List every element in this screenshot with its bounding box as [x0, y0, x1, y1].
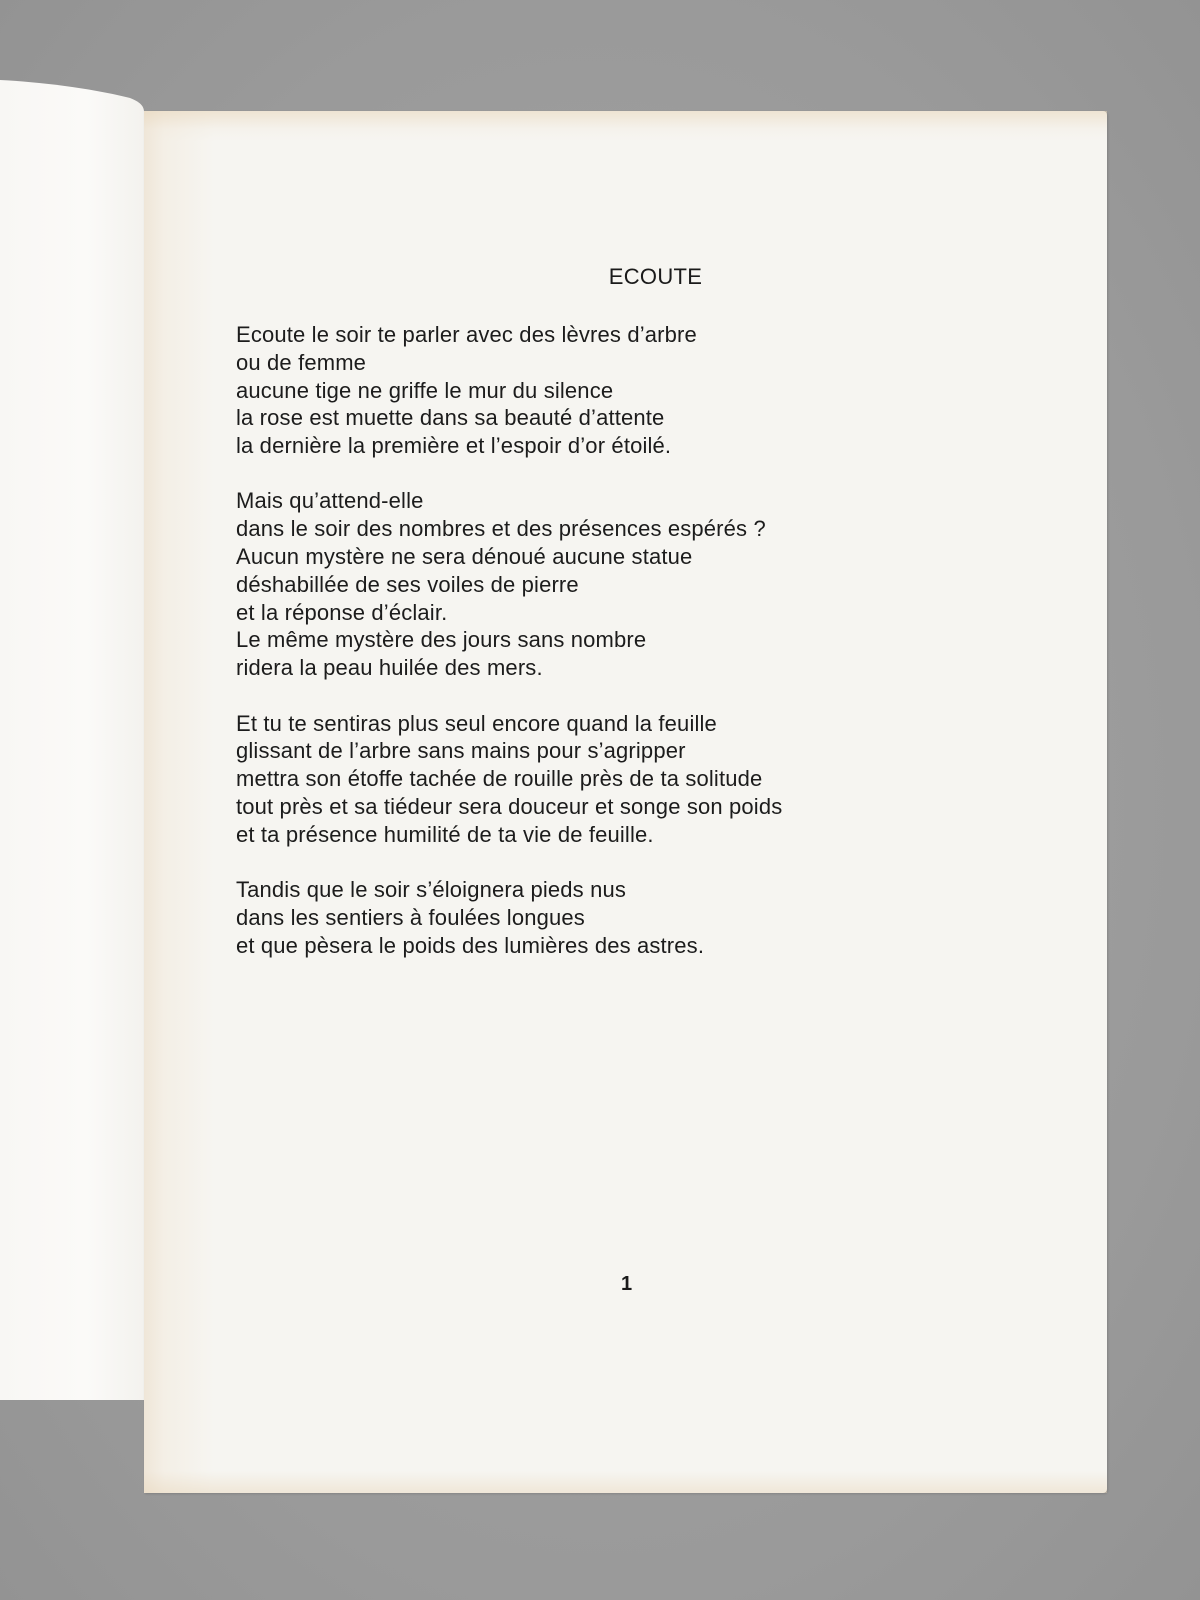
poem-line: la dernière la première et l’espoir d’or étoilé. — [236, 433, 672, 459]
poem-body — [236, 321, 782, 987]
poem-line: tout près et sa tiédeur sera douceur et songe son poids — [236, 793, 783, 819]
poem-line: Ecoute le soir te parler avec des lèvres d’arbre — [236, 322, 697, 347]
poem-line: Tandis que le soir s’éloignera pieds nus — [236, 877, 627, 903]
poem-line: la rose est muette dans sa beauté d’attente — [236, 405, 665, 431]
poem-line: et la réponse d’éclair. — [236, 599, 448, 625]
stanza-3 — [236, 710, 782, 849]
stanza-2 — [236, 487, 782, 682]
page-number: 1 — [620, 1273, 633, 1295]
poem-line: ridera la peau huilée des mers. — [236, 655, 543, 681]
poem-line: aucune tige ne griffe le mur du silence — [236, 377, 614, 403]
poem-line: Et tu te sentiras plus seul encore quand la feuille — [236, 710, 717, 736]
poem-line: Mais qu’attend-elle — [236, 488, 424, 514]
poem-line: et que pèsera le poids des lumières des astres. — [236, 932, 705, 958]
stanza-4 — [236, 876, 782, 959]
poem-line: déshabillée de ses voiles de pierre — [236, 571, 579, 597]
stanza-1 — [236, 321, 782, 460]
poem-line: mettra son étoffe tachée de rouille près de ta solitude — [236, 766, 763, 792]
poem-line: dans les sentiers à foulées longues — [236, 904, 585, 930]
poem-title: ECOUTE — [608, 264, 703, 289]
poem-line: glissant de l’arbre sans mains pour s’agripper — [236, 738, 686, 764]
poem-line: et ta présence humilité de ta vie de feuille. — [236, 821, 654, 847]
left-book-page — [0, 78, 144, 1400]
right-book-page — [144, 111, 1107, 1493]
poem-line: Le même mystère des jours sans nombre — [236, 627, 647, 653]
poem-line: ou de femme — [236, 349, 367, 375]
poem-line: Aucun mystère ne sera dénoué aucune statue — [236, 544, 693, 570]
poem-line: dans le soir des nombres et des présences espérés ? — [236, 516, 766, 542]
